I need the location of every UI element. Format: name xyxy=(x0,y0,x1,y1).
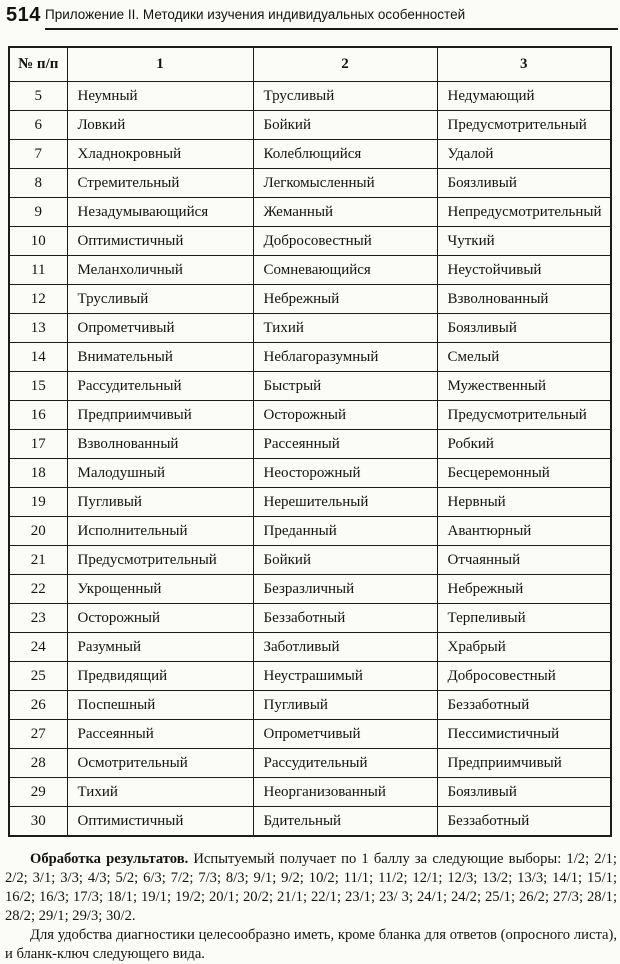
row-number-cell: 22 xyxy=(9,575,67,604)
adjective-cell: Боязливый xyxy=(437,314,611,343)
adjective-cell: Рассудительный xyxy=(253,749,437,778)
adjectives-table xyxy=(8,46,612,837)
adjective-cell: Неосторожный xyxy=(253,459,437,488)
row-number-cell: 12 xyxy=(9,285,67,314)
adjective-cell: Рассеянный xyxy=(253,430,437,459)
table-row xyxy=(9,633,611,662)
table-row xyxy=(9,140,611,169)
adjective-cell: Опрометчивый xyxy=(253,720,437,749)
adjective-cell: Колеблющийся xyxy=(253,140,437,169)
adjective-cell: Пугливый xyxy=(253,691,437,720)
row-number-cell: 11 xyxy=(9,256,67,285)
adjective-cell: Нервный xyxy=(437,488,611,517)
adjective-cell: Небрежный xyxy=(253,285,437,314)
adjective-cell: Осмотрительный xyxy=(67,749,253,778)
row-number-cell: 30 xyxy=(9,807,67,837)
adjective-cell: Удалой xyxy=(437,140,611,169)
adjective-cell: Укрощенный xyxy=(67,575,253,604)
row-number-cell: 15 xyxy=(9,372,67,401)
adjective-cell: Добросовестный xyxy=(437,662,611,691)
row-number-cell: 28 xyxy=(9,749,67,778)
row-number-cell: 5 xyxy=(9,82,67,111)
row-number-cell: 19 xyxy=(9,488,67,517)
table-row xyxy=(9,285,611,314)
adjective-cell: Бойкий xyxy=(253,546,437,575)
table-row xyxy=(9,343,611,372)
bottom-text-block xyxy=(5,850,617,964)
adjective-cell: Беззаботный xyxy=(253,604,437,633)
row-number-cell: 20 xyxy=(9,517,67,546)
adjective-cell: Безразличный xyxy=(253,575,437,604)
table-row xyxy=(9,111,611,140)
adjective-cell: Бойкий xyxy=(253,111,437,140)
adjective-cell: Неорганизованный xyxy=(253,778,437,807)
adjective-cell: Опрометчивый xyxy=(67,314,253,343)
adjective-cell: Сомневающийся xyxy=(253,256,437,285)
header-rule xyxy=(45,6,618,30)
column-header-2: 2 xyxy=(253,47,437,82)
adjective-cell: Беззаботный xyxy=(437,807,611,837)
adjective-cell: Ловкий xyxy=(67,111,253,140)
adjective-cell: Предусмотрительный xyxy=(67,546,253,575)
table-row xyxy=(9,227,611,256)
adjective-cell: Взволнованный xyxy=(437,285,611,314)
row-number-cell: 16 xyxy=(9,401,67,430)
adjective-cell: Рассеянный xyxy=(67,720,253,749)
table-row xyxy=(9,546,611,575)
adjective-cell: Жеманный xyxy=(253,198,437,227)
adjective-cell: Стремительный xyxy=(67,169,253,198)
adjective-cell: Беззаботный xyxy=(437,691,611,720)
adjective-cell: Трусливый xyxy=(253,82,437,111)
adjective-cell: Боязливый xyxy=(437,778,611,807)
adjective-cell: Предвидящий xyxy=(67,662,253,691)
table-row xyxy=(9,169,611,198)
table-row xyxy=(9,662,611,691)
adjective-cell: Предприимчивый xyxy=(437,749,611,778)
results-paragraph xyxy=(5,850,617,926)
adjective-cell: Пессимистичный xyxy=(437,720,611,749)
adjective-cell: Незадумывающийся xyxy=(67,198,253,227)
row-number-cell: 8 xyxy=(9,169,67,198)
row-number-cell: 10 xyxy=(9,227,67,256)
row-number-cell: 29 xyxy=(9,778,67,807)
adjective-cell: Храбрый xyxy=(437,633,611,662)
adjective-cell: Пугливый xyxy=(67,488,253,517)
adjective-cell: Оптимистичный xyxy=(67,807,253,837)
table-row xyxy=(9,720,611,749)
table-row xyxy=(9,604,611,633)
row-number-cell: 23 xyxy=(9,604,67,633)
row-number-cell: 26 xyxy=(9,691,67,720)
adjective-cell: Легкомысленный xyxy=(253,169,437,198)
adjective-cell: Оптимистичный xyxy=(67,227,253,256)
page-number: 514 xyxy=(6,4,41,26)
adjective-cell: Неустойчивый xyxy=(437,256,611,285)
adjective-cell: Рассудительный xyxy=(67,372,253,401)
row-number-cell: 27 xyxy=(9,720,67,749)
table-row xyxy=(9,691,611,720)
page-header xyxy=(0,3,620,29)
note-paragraph: Для удобства диагностики целесообразно иметь, кроме бланка для ответов (опросного листа), и бланк-ключ следующего вида. xyxy=(5,927,617,962)
adjective-cell: Неблагоразумный xyxy=(253,343,437,372)
results-heading: Обработка результатов. xyxy=(30,851,189,867)
table-row xyxy=(9,430,611,459)
row-number-cell: 7 xyxy=(9,140,67,169)
adjective-cell: Нерешительный xyxy=(253,488,437,517)
adjective-cell: Предусмотрительный xyxy=(437,111,611,140)
table-row xyxy=(9,575,611,604)
table-row xyxy=(9,256,611,285)
row-number-cell: 9 xyxy=(9,198,67,227)
column-header-1: 1 xyxy=(67,47,253,82)
table-row xyxy=(9,401,611,430)
adjective-cell: Чуткий xyxy=(437,227,611,256)
adjective-cell: Предусмотрительный xyxy=(437,401,611,430)
page-header-title: Приложение II. Методики изучения индивидуальных особенностей xyxy=(45,7,466,22)
adjective-cell: Быстрый xyxy=(253,372,437,401)
table-row xyxy=(9,749,611,778)
adjective-cell: Неумный xyxy=(67,82,253,111)
column-header-number: № п/п xyxy=(9,47,67,82)
row-number-cell: 25 xyxy=(9,662,67,691)
adjective-cell: Осторожный xyxy=(253,401,437,430)
adjective-cell: Хладнокровный xyxy=(67,140,253,169)
table-row xyxy=(9,459,611,488)
adjective-cell: Терпеливый xyxy=(437,604,611,633)
adjective-cell: Меланхоличный xyxy=(67,256,253,285)
row-number-cell: 6 xyxy=(9,111,67,140)
adjective-cell: Осторожный xyxy=(67,604,253,633)
table-row xyxy=(9,82,611,111)
table-row xyxy=(9,314,611,343)
adjective-cell: Заботливый xyxy=(253,633,437,662)
table-body xyxy=(9,82,611,837)
row-number-cell: 13 xyxy=(9,314,67,343)
adjective-cell: Робкий xyxy=(437,430,611,459)
adjective-cell: Отчаянный xyxy=(437,546,611,575)
adjective-cell: Неустрашимый xyxy=(253,662,437,691)
adjective-cell: Недумающий xyxy=(437,82,611,111)
adjective-cell: Трусливый xyxy=(67,285,253,314)
adjective-cell: Мужественный xyxy=(437,372,611,401)
table-row xyxy=(9,807,611,837)
row-number-cell: 21 xyxy=(9,546,67,575)
table-row xyxy=(9,198,611,227)
column-header-3: 3 xyxy=(437,47,611,82)
adjective-cell: Предприимчивый xyxy=(67,401,253,430)
adjective-cell: Преданный xyxy=(253,517,437,546)
adjective-cell: Поспешный xyxy=(67,691,253,720)
table-row xyxy=(9,778,611,807)
row-number-cell: 17 xyxy=(9,430,67,459)
adjective-cell: Малодушный xyxy=(67,459,253,488)
row-number-cell: 24 xyxy=(9,633,67,662)
adjective-cell: Бдительный xyxy=(253,807,437,837)
adjective-cell: Добросовестный xyxy=(253,227,437,256)
table-row xyxy=(9,488,611,517)
adjective-cell: Внимательный xyxy=(67,343,253,372)
results-body: Испытуемый получает по 1 баллу за следующие выборы: 1/2; 2/1; 2/2; 3/1; 3/3; 4/3; 5/2; 6/3; 7/2; 7/3; 8/3; 9/1; 9/2; 10/2; 11/1; 11/2; 12/1; 12/3; 13/2; 13/3; 14/1; 15/1; 16/2; 16/3; 17/3; 18/1; 19/1; 19/2; 20/1; 20/2; 21/1; 22/1; 23/1; 23/ 3; 24/1; 24/2; 25/1; 26/2; 27/3; 28/1; 28/2; 29/1; 29/3; 30/2. xyxy=(5,851,617,924)
adjective-cell: Разумный xyxy=(67,633,253,662)
adjective-cell: Бесцеремонный xyxy=(437,459,611,488)
table-row xyxy=(9,517,611,546)
row-number-cell: 18 xyxy=(9,459,67,488)
adjective-cell: Взволнованный xyxy=(67,430,253,459)
adjective-cell: Небрежный xyxy=(437,575,611,604)
adjective-cell: Непредусмотрительный xyxy=(437,198,611,227)
adjective-cell: Исполнительный xyxy=(67,517,253,546)
adjective-cell: Тихий xyxy=(253,314,437,343)
table-header-row xyxy=(9,47,611,82)
table-row xyxy=(9,372,611,401)
adjective-cell: Смелый xyxy=(437,343,611,372)
adjective-cell: Авантюрный xyxy=(437,517,611,546)
adjective-cell: Боязливый xyxy=(437,169,611,198)
adjective-cell: Тихий xyxy=(67,778,253,807)
row-number-cell: 14 xyxy=(9,343,67,372)
